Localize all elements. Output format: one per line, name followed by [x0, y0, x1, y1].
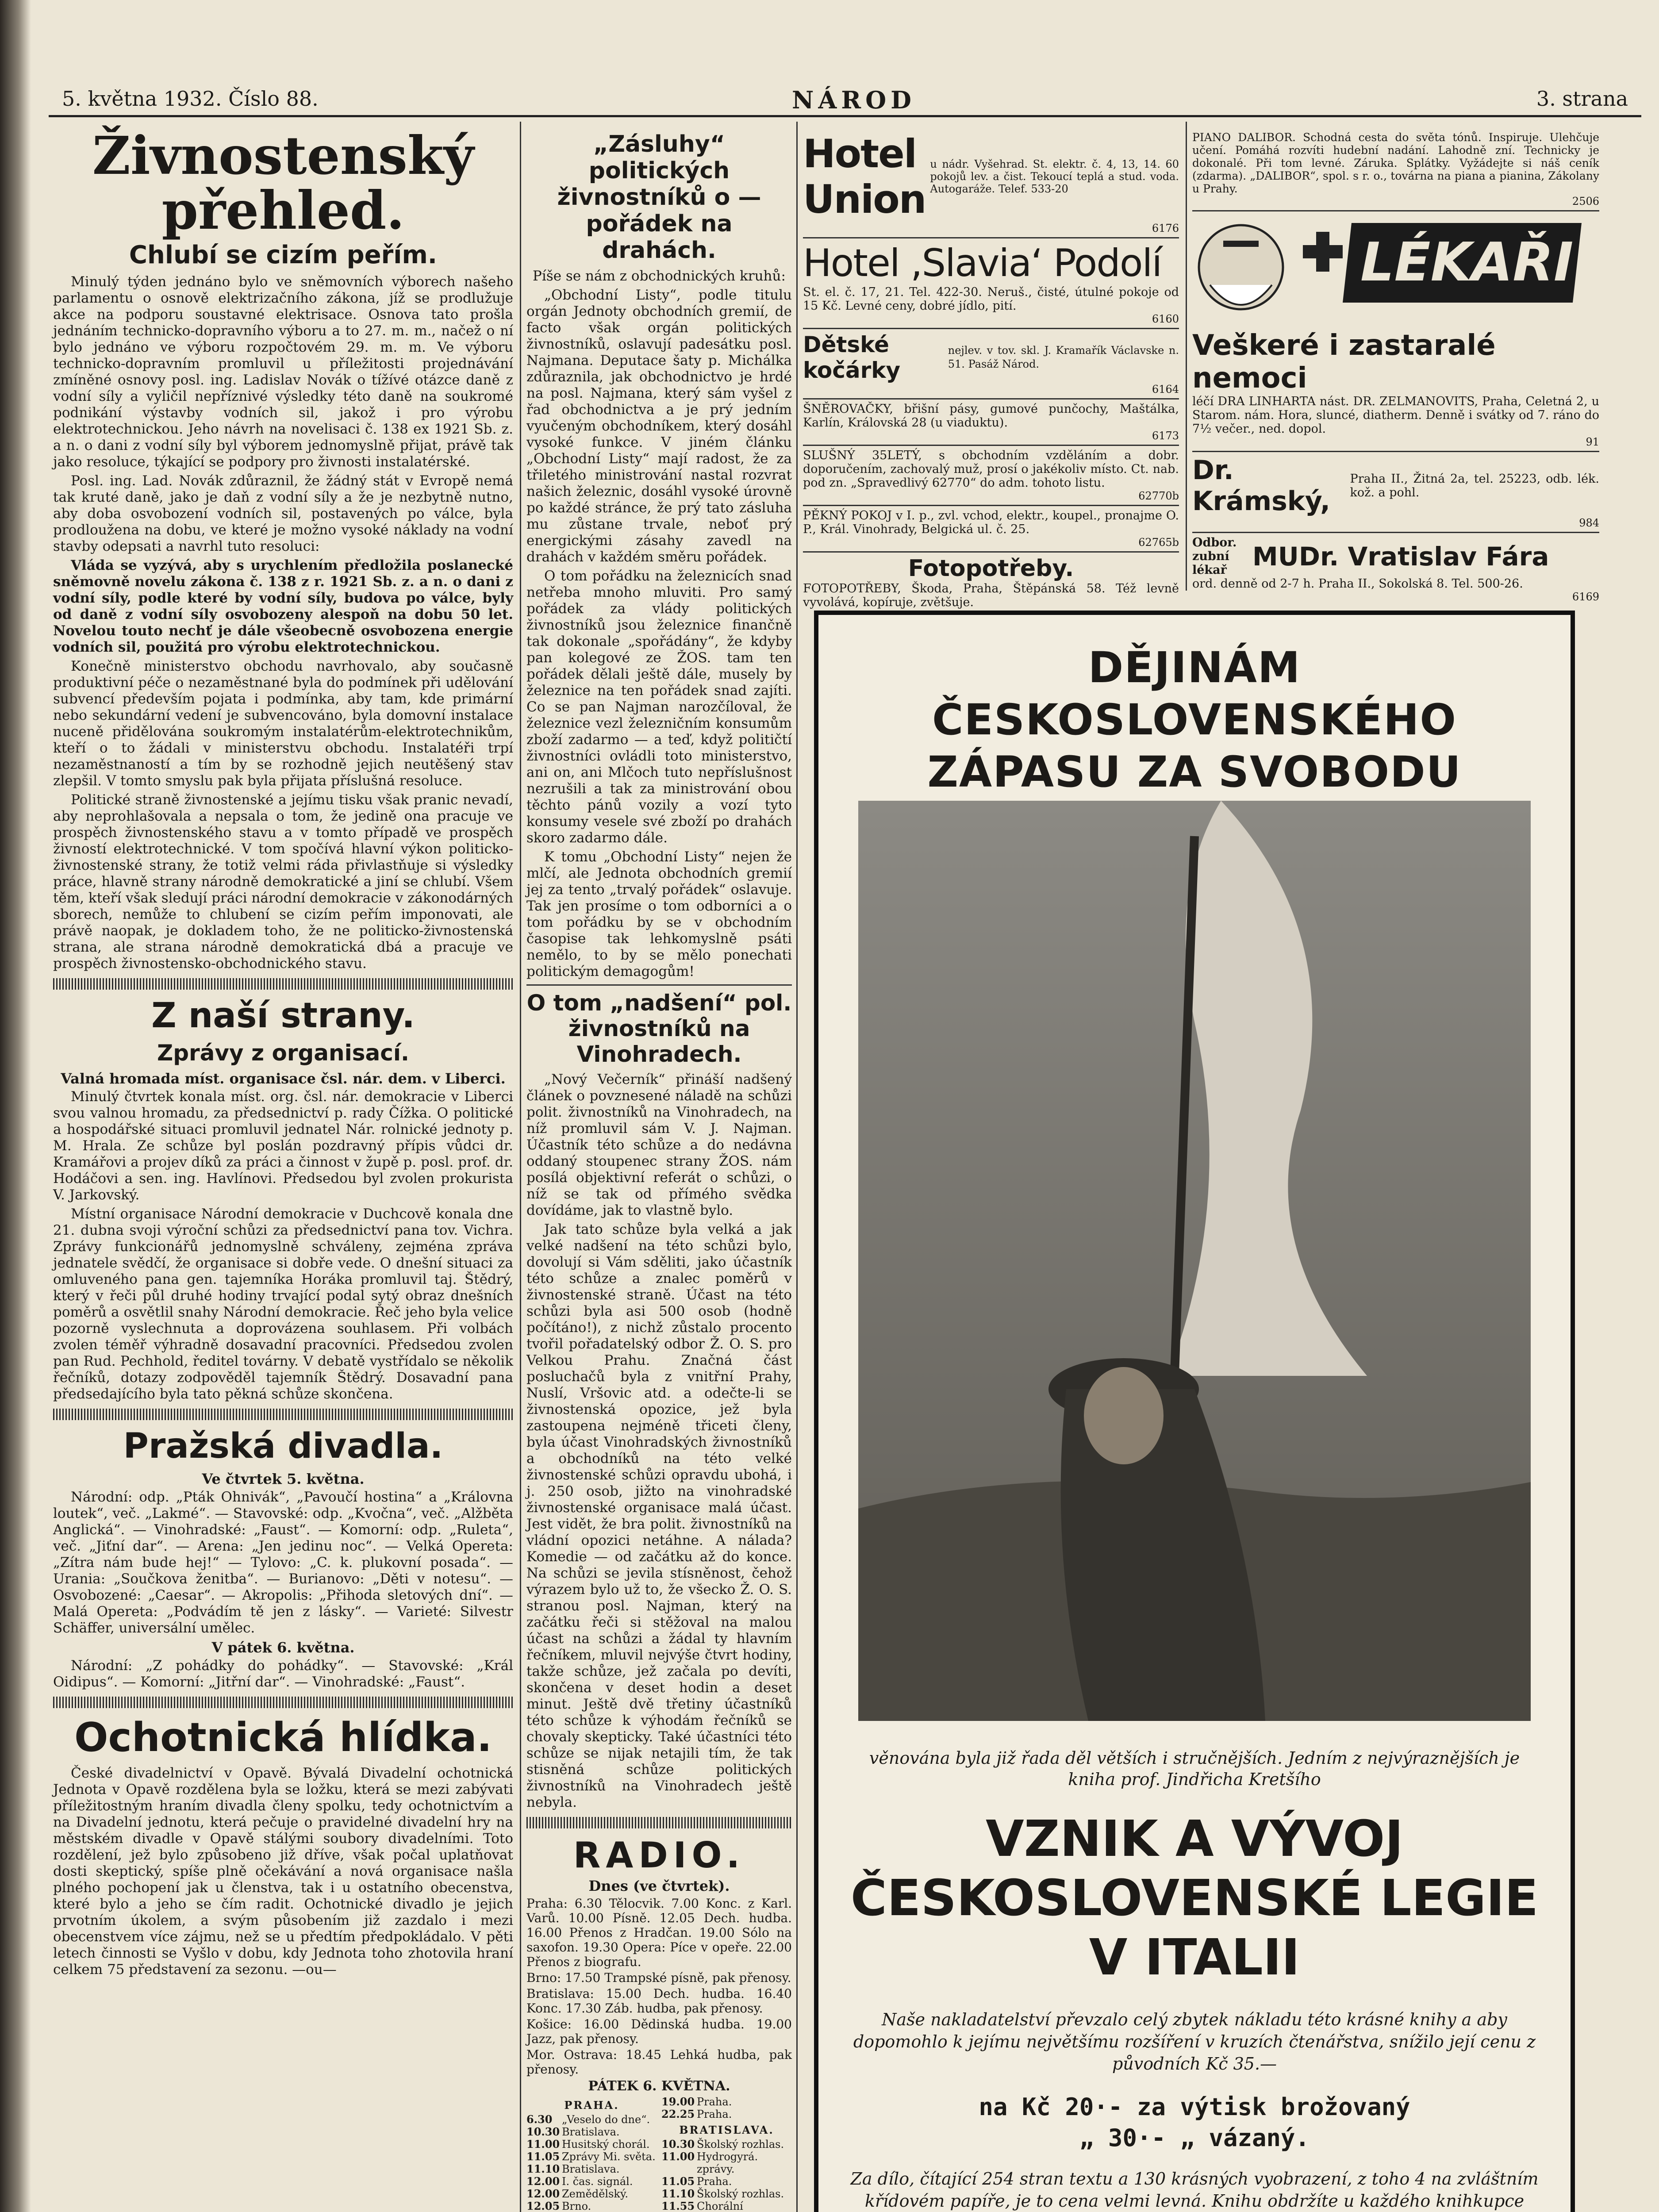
ad-hotel-slavia [803, 238, 1179, 329]
radio-program: Brno. [562, 2200, 591, 2212]
article-paragraph: „Obchodní Listy“, podle titulu orgán Jednoty obchodních gremií, de facto však orgán politických živnostníků, oslavují padesátku posl. Najmana. Deputace šaty p. Michálka zdůraznila, jak obchodnictvo je hrdé na posl. Najmana, který sám vyšel z řad obchodnictva a je prý jedním vyučeným obchodníkem, který dosáhl vysoké funkce. V jiném článku „Obchodní Listy“ mají radost, že za třiletého ministrování nastal rozvrat našich železnic, dosáhl vysoké úrovně po každé stránce, že prý tato zásluha mu zůstane trvale, neboť prý energickými zásahy zavedl na drahách v každém směru pořádek. [526, 287, 792, 565]
radio-program: Praha. [697, 2175, 732, 2188]
ad-title: Dětské kočárky [803, 332, 901, 383]
radio-time: 10.30 [526, 2125, 560, 2138]
radio-time: 12.05 [526, 2200, 560, 2212]
column-rule [1186, 122, 1187, 591]
radio-program: Zprávy Mi. světa. [562, 2151, 656, 2163]
radio-time: 11.00 [661, 2150, 695, 2163]
book-subtitle-line: V ITALII [1089, 1929, 1300, 1986]
legionnaire-illustration [858, 801, 1531, 1721]
radio-schedule-row [661, 2188, 792, 2200]
ad-text: PĚKNÝ POKOJ v I. p., zvl. vchod, elektr., koupel., pronajme O. P., Král. Vinohrady, Belgická ul. č. 25. [803, 509, 1179, 536]
column-left [53, 125, 513, 2212]
radio-schedule-row [661, 2108, 792, 2120]
ad-title: Hotel ,Slavia‘ Podolí [803, 241, 1162, 285]
radio-program: Bratislava. [562, 2163, 620, 2175]
ad-snerovacky [803, 399, 1179, 446]
ad-number: 6176 [1152, 222, 1179, 234]
ad-pokoj [803, 506, 1179, 553]
ad-number: 984 [1579, 517, 1599, 529]
ad-text: ord. denně od 2-7 h. Praha II., Sokolská 8. Tel. 500-26. [1192, 577, 1523, 591]
section-subtitle: Zprávy z organisací. [157, 1040, 410, 1066]
radio-schedule-row [661, 2151, 792, 2175]
radio-subtitle: Dnes (ve čtvrtek). [588, 1878, 730, 1894]
ad-text: PIANO DALIBOR. Schodná cesta do světa tónů. Inspiruje. Ulehčuje učení. Pomáhá rozvíti hudební nadání. Lahodně zní. Technicky je dokonalé. Při tom levné. Záruka. Splátky. Vyžádejte si náš ceník (zdarma). „DALIBOR“, spol. s r. o., továrna na piana a pianina, Zákolany u Prahy. [1192, 131, 1599, 195]
radio-program: Bratislava. [562, 2126, 620, 2138]
book-price-paperback: na Kč 20·- za výtisk brožovaný [979, 2093, 1410, 2121]
ads-column-b [1192, 128, 1599, 603]
section-divider [53, 1409, 513, 1420]
radio-schedule-row [526, 2200, 657, 2212]
book-advertisement [814, 611, 1575, 2212]
article-paragraph: Píše se nám z obchodnických kruhů: [533, 268, 786, 284]
item-title: Valná hromada míst. organisace čsl. nár. dem. v Liberci. [61, 1070, 506, 1087]
radio-time: 22.25 [661, 2108, 695, 2120]
article-paragraph: Konečně ministerstvo obchodu navrhovalo, aby současně produktivní péče o nezaměstnané byla do podmínek při udělování subvencí především pojata i podmínka, aby tam, kde primární nebo sekundární vedení je subvencováno, byla domovní instalace nuceně přidělována soukromým instalatérům-elektrotechnikům, kteří o to žádali v ministerstvu obchodu. Instalatéři trpí nezaměstnaností a tím by se rozhodně jejich neutěšený stav zlepšil. V tomto smyslu pak byla přijata příslušná resoluce. [53, 658, 513, 789]
radio-schedule-row [526, 2188, 657, 2200]
radio-station-heading: BRATISLAVA. [679, 2124, 774, 2136]
ad-text: SLUŠNÝ 35LETÝ, s obchodním vzděláním a dobr. doporučením, zachovalý muž, prosí o jakékoliv místo. Ct. nab. pod zn. „Spravedlivý 62770“ do adm. tohoto listu. [803, 449, 1179, 490]
ad-slusny [803, 446, 1179, 506]
column-rule [796, 122, 798, 2212]
article-paragraph: Vláda se vyzývá, aby s urychlením předložila poslanecké sněmovně novelu zákona č. 138 z r. 1921 Sb. z. a n. o dani z vodní síly, podle které by vodní síly, budova po válce, byly od daně z vodní síly osvobozeny alespoň na dobu 50 let. Novelou touto nechť je dále všeobecně osvobozena energie vodních sil, použitá pro výrobu elektrotechnickou. [53, 557, 513, 655]
ad-hotel-union [803, 128, 1179, 238]
book-subtitle [836, 1809, 1553, 1987]
radio-schedule-row [526, 2151, 657, 2163]
radio-time: 11.10 [661, 2187, 695, 2200]
radio-time: 10.30 [661, 2138, 695, 2151]
ad-title: Dr. Krámský, [1192, 455, 1330, 517]
section-divider [53, 1697, 513, 1708]
divider [526, 984, 792, 986]
radio-program: Školský rozhlas. [697, 2188, 784, 2200]
ads-column-a [803, 128, 1179, 609]
ad-number: 62770b [1138, 490, 1179, 502]
article-title: Chlubí se cizím peřím. [129, 240, 438, 269]
book-caption: věnována byla již řada děl větších i stručnějších. Jedním z nejvýraznějších je kniha prof. Jindřicha Kretšího [869, 1748, 1520, 1789]
ad-text: nejlev. v tov. skl. J. Kramařík Václavske n. 51. Pasáž Národ. [948, 344, 1179, 370]
radio-friday-heading: PÁTEK 6. KVĚTNA. [588, 2078, 730, 2094]
newspaper-title: NÁROD [792, 86, 916, 114]
issue-date: 5. května 1932. Číslo 88. [62, 87, 319, 111]
ad-number: 62765b [1138, 536, 1179, 549]
radio-schedule-row [526, 2138, 657, 2151]
radio-schedule [526, 2096, 792, 2212]
book-headline-line: DĚJINÁM ČESKOSLOVENSKÉHO [932, 643, 1457, 745]
radio-time: 11.05 [526, 2150, 560, 2163]
radio-schedule-row [661, 2175, 792, 2188]
column-rule [520, 122, 521, 2212]
radio-title: RADIO. [573, 1835, 745, 1876]
article-title: „Zásluhy“ politických živnostníků o — pořádek na drahách. [557, 131, 761, 264]
radio-schedule-row [661, 2138, 792, 2151]
radio-schedule-right [661, 2096, 792, 2212]
book-details-text: Za dílo, čítající 254 stran textu a 130 krásných vyobrazení, z toho 4 na zvláštním křídovém papíře, je to cena velmi levná. Knihu obdržíte u každého knihkupce [850, 2169, 1539, 2211]
radio-schedule-row [661, 2096, 792, 2108]
section-title: Z naší strany. [151, 995, 415, 1036]
page-number: 3. strana [1536, 87, 1628, 111]
radio-time: 12.00 [526, 2175, 560, 2188]
article-paragraph: O tom pořádku na železnicích snad netřeba mnoho mluviti. Pro samý pořádek za vlády politických živnostníků jsou železnice finančně tak dokonale „spořádány“, že kdyby pan kolegové ze ŽOS. tam ten pořádek dělali ještě dále, musely by železnice na ten pořádek snad zajíti. Co se pan Najman narozčíloval, že železnice vezl železničním konsumům zboží zadarmo — a teď, když političtí živnostníci ovládli toto ministerstvo, ani on, ani Mlčoch tuto nepříslušnost nezrušili a tak za ministrování obou těchto pánů vozily a vozí tyto konsumy vesele své zboží po drahách skoro zadarmo dále. [526, 568, 792, 846]
radio-program: Školský rozhlas. [697, 2138, 784, 2151]
radio-program-line: Brno: 17.50 Trampské písně, pak přenosy. [526, 1970, 791, 1985]
ad-number: 6169 [1572, 591, 1599, 603]
day-heading: Ve čtvrtek 5. května. [202, 1470, 365, 1487]
soldier-with-flag-image [858, 801, 1531, 1721]
ad-text: u nádr. Vyšehrad. St. elektr. č. 4, 13, 14. 60 pokojů lev. a čist. Tekoucí teplá a stud. voda. Autogaráže. Telef. 533-20 [930, 158, 1179, 195]
radio-schedule-row [526, 2126, 657, 2138]
ad-fara [1192, 533, 1599, 606]
book-headline-line: ZÁPASU ZA SVOBODU [927, 747, 1462, 797]
radio-time: 19.00 [661, 2095, 695, 2108]
ad-title: Hotel Union [803, 131, 926, 222]
radio-program: Zemědělský. [562, 2188, 628, 2200]
radio-program: Hydrogyrá. zprávy. [697, 2151, 758, 2175]
ad-number: 91 [1586, 436, 1599, 448]
ad-title: MUDr. Vratislav Fára [1252, 541, 1549, 572]
ad-text: FOTOPOTŘEBY, Škoda, Praha, Štěpánská 58. Též levně vyvolává, kopíruje, zvětšuje. [803, 582, 1179, 609]
radio-time: 6.30 [526, 2113, 553, 2126]
ad-logo: LÉKAŘI [1360, 232, 1574, 293]
radio-program: Praha. [697, 2108, 732, 2120]
ad-number: 6173 [1152, 430, 1179, 442]
article-paragraph: Místní organisace Národní demokracie v Duchcově konala dne 21. dubna svoji výroční schůzi za předsednictví pana tov. Vichra. Zprávy funkcionářů jednomyslně schváleny, zejména zpráva jednatele svědčí, že organisace si dobře vede. O dnešní situaci za omluveného pana gen. tajemníka Horáka promluvil taj. Štědrý, který v řeči půl druhé hodiny trvající podal sytý obraz dnešních poměrů a osvětlil snahy Národní demokracie. Řeč jeho byla velice pozorně vyslechnuta a doprovázena souhlasem. Při volbách zvolen téměř výhradně dosavadní pracovníci. Předsedou zvolen pan Rud. Pechhold, ředitel továrny. V debatě vystřídalo se několik řečníků, dotazy zodpověděl tajemník Štědrý. Dosavadní pana předsedajícího byla tato pěkná schůze skončena. [53, 1206, 513, 1402]
radio-program: I. čas. signál. [562, 2175, 633, 2188]
ad-number: 6164 [1152, 383, 1179, 396]
theatre-listing: Národní: „Z pohádky do pohádky“. — Stavovské: „Král Oidipus“. — Komorní: „Jitřní dar“. — Vinohradské: „Faust“. [53, 1657, 513, 1690]
masthead [49, 84, 1641, 117]
article-paragraph: Minulý týden jednáno bylo ve sněmovních výborech našeho parlamentu o osnově elektrizačního zákona, jíž se prodlužuje akce na podporu soustavné elektrisace. Osnova tato prošla jednáním technicko-dopravního výboru a to 27. m. m., načež o ní bylo jednáno ve výboru rozpočtovém 29. m. m. Ve výboru technicko-dopravním promluvil u příležitosti projednávání zmíněné osnovy posl. ing. Ladislav Novák o tížívé otázce daně z vodní síly a vyličil nepříznivé výsledky této daně na soukromé podnikání výstavby vodních sil, jakož i pro výrobu elektrotechnickou. Jeho návrh na novelisaci č. 138 ex 1921 Sb. z. a n. o dani z vodní síly byl výborem jednomyslně přijat, právě tak jako resoluce, týkající se podpory pro živnosti instalatérské. [53, 273, 513, 470]
article-paragraph: Politické straně živnostenské a jejímu tisku však pranic nevadí, aby neprohlašovala a nepsala o tom, že jedině ona pracuje ve prospěch živnostenského stavu a v tomto případě ve prospěch živností elektrotechnické. V tom spočívá hlavní výkon politicko-živnostenské strany, že totiž velmi ráda přivlastňuje si výsledky práce, hlavně strany národně demokratické a jiní se chlubí. Všem těm, kteří však sledují práci národní demokracie v zákonodárných sborech, nemůže to chlubení se cizím peřím imponovati, ale právě naopak, je dokladem toho, že ne politicko-živnostenská strana, ale strana národně demokratická dbá a pracuje ve prospěch živnostensko-obchodnického stavu. [53, 791, 513, 972]
ad-number: 6160 [1152, 313, 1179, 325]
radio-schedule-row [526, 2163, 657, 2175]
radio-program: Chorální [697, 2200, 743, 2212]
article-paragraph: Posl. ing. Lad. Novák zdůraznil, že žádný stát v Evropě nemá tak kruté daně, jako je daň z vodní síly a že je nezbytně nutno, aby doba osvobození vodních sil, postavených po válce, byla prodloužena na dobu, ve které je možno vysoké náklady na vodní stavby odepsati a navrhl tuto resoluci: [53, 472, 513, 554]
section-divider [53, 978, 513, 990]
book-headline [818, 641, 1571, 798]
article-paragraph: České divadelnictví v Opavě. Bývalá Divadelní ochotnická Jednota v Opavě rozdělena byla se ložku, která se mezi zabývati příležitostným hraním divadla členy spolku, tedy ochotnictvím a na Divadelní jednotu, která pečuje o pravidelné divadelní hry na městském divadle v Opavě stálými soubory divadelními. Toto rozdělení, jež bylo způsobeno již dříve, však počal uplatňovat dosti skeptický, spíše plně očekávání a nová organisace našla plného pochopení jak u členstva, tak i u ostatního obecenstva, které bylo a jeho se čím radit. Ochotnické divadlo je jejich prvotním úkolem, a svým působením již zazdalo i mezi obecenstvem více zájmu, než se u předtím předpokládalo. V pěti letech činnosti se Vyšlo v dobu, kdy Jednota toho zhotovila hraní celkem 75 představení za sezonu. —ou— [53, 1765, 513, 1978]
page-binding-shadow [0, 0, 31, 2212]
article-paragraph: K tomu „Obchodní Listy“ nejen že mlčí, ale Jednota obchodních gremií jej za tento „trvalý pořádek“ oslavuje. Tak jen prosíme o tom odborníci a o tom pořádku by se v obchodním časopise tak lehkomyslně psáti nemělo, to by se mělo ponechati politickým demagogům! [526, 849, 792, 979]
radio-schedule-row [661, 2200, 792, 2212]
radio-program: „Veselo do dne“. [562, 2113, 650, 2126]
radio-program: Praha. [697, 2096, 732, 2108]
ad-kocarky [803, 329, 1179, 399]
theatre-listing: Národní: odp. „Pták Ohnivák“, „Pavoučí hostina“ a „Královna loutek“, več. „Lakmé“. — Stavovské: odp. „Kvočna“, več. „Alžběta Anglická“. — Vinohradské: „Faust“. — Komorní: odp. „Ruleta“, več. „Jiťní dar“. — Arena: „Jen jedinu noc“. — Velká Opereta: „Zítra nám bude hej!“ — Tylovo: „C. k. plukovní posada“. — Urania: „Součkova ženitba“. — Burianovo: „Děti v notesu“. — Osvobozené: „Caesar“. — Akropolis: „Přihoda sletových dní“. — Malá Opereta: „Podvádím tě jen z lásky“. — Varieté: Silvestr Schäffer, universální umělec. [53, 1489, 513, 1636]
radio-time: 12.00 [526, 2187, 560, 2200]
ad-text: St. el. č. 17, 21. Tel. 422-30. Neruš., čisté, útulné pokoje od 15 Kč. Levné ceny, dobré jídlo, pití. [803, 285, 1179, 313]
ad-title: Fotopotřeby. [908, 555, 1074, 582]
radio-schedule-left [526, 2096, 657, 2212]
radio-time: 11.00 [526, 2138, 560, 2151]
day-heading: V pátek 6. května. [211, 1639, 355, 1656]
book-subtitle-line: ČESKOSLOVENSKÉ LEGIE [850, 1870, 1539, 1927]
article-paragraph: „Nový Večerník“ přináší nadšený článek o povznesené náladě na schůzi polit. živnostníků na Vinohradech, na níž promluvil sám V. J. Najman. Účastník této schůze a do nedávna oddaný stoupenec strany ŽOS. nám posílá objektivní referát o schůzi, o níž se tak od přímého svědka dovídáme, jak to vlastně bylo. [526, 1071, 792, 1218]
ad-text: Praha II., Žitná 2a, tel. 25223, odb. lék. kož. a pohl. [1350, 472, 1599, 499]
ad-text: ŠNĚROVAČKY, břišní pásy, gumové punčochy, Maštálka, Karlín, Královská 28 (u viaduktu). [803, 402, 1179, 430]
section-title: Ochotnická hlídka. [74, 1714, 492, 1761]
section-divider [526, 1817, 792, 1828]
radio-time: 11.10 [526, 2162, 560, 2175]
radio-program-line: Košice: 16.00 Dědinská hudba. 19.00 Jazz, pak přenosy. [526, 2017, 792, 2046]
article-paragraph: Minulý čtvrtek konala míst. org. čsl. nár. demokracie v Liberci svou valnou hromadu, za předsednictví p. rady Čížka. O politické a hospodářské situaci promluvil jednatel Nár. rolnické jednoty p. M. Hrala. Ze schůze byl poslán pozdravný přípis vůdci dr. Kramářovi a projev díků za práci a činnost v župě p. posl. prof. dr. Hodáčovi a sen. ing. Havlínovi. Předsedou byl zvolen prokurista V. Jarkovský. [53, 1088, 513, 1203]
ad-title: Veškeré i zastaralé nemoci [1192, 329, 1496, 395]
ad-kramsky [1192, 452, 1599, 533]
column-middle [526, 128, 792, 2212]
radio-time: 11.05 [661, 2175, 695, 2188]
ad-text: léčí DRA LINHARTA nást. DR. ZELMANOVITS, Praha, Celetná 2, u Starom. nám. Hora, sluncé, diatherm. Denně i svátky od 7. ráno do 7½ večer., ned. dopol. [1192, 395, 1599, 436]
radio-program-line: Praha: 6.30 Tělocvik. 7.00 Konc. z Karl. Varů. 10.00 Písně. 12.05 Dech. hudba. 16.00 Přenos z Hradčan. 19.00 Sólo na saxofon. 19.30 Opera: Píce v opeře. 22.00 Přenos z biografu. [526, 1896, 792, 1969]
ad-piano [1192, 128, 1599, 211]
radio-schedule-row [526, 2113, 657, 2126]
ad-number: 2506 [1572, 195, 1599, 207]
radio-time: 11.55 [661, 2200, 695, 2212]
ad-label: Odbor. zubní lékař [1192, 536, 1237, 577]
ad-lekari [1192, 211, 1599, 452]
radio-program-line: Bratislava: 15.00 Dech. hudba. 16.40 Konc. 17.30 Záb. hudba, pak přenosy. [526, 1986, 792, 2016]
book-offer-text: Naše nakladatelství převzalo celý zbytek nákladu této krásné knihy a aby dopomohlo k jejímu největšímu rozšíření v kruzích čtenářstva, snížilo její cenu z původních Kč 35.— [853, 2010, 1536, 2074]
radio-program-line: Mor. Ostrava: 18.45 Lehká hudba, pak přenosy. [526, 2047, 792, 2077]
radio-program: Husitský chorál. [562, 2138, 650, 2151]
book-price-hardcover: „ 30·- „ vázaný. [1079, 2124, 1310, 2152]
section-headline: Živnostenský přehled. [92, 125, 474, 241]
section-title: Pražská divadla. [123, 1426, 443, 1466]
radio-station-heading: PRAHA. [564, 2099, 619, 2112]
book-subtitle-line: VZNIK A VÝVOJ [985, 1810, 1404, 1868]
article-paragraph: Jak tato schůze byla velká a jak velké nadšení na této schůzi bylo, dovolují si Vám sděliti, jako účastník této schůze a znalec poměrů v živnostenské straně. Účast na této schůzi byla asi 500 osob (hodně počítáno!), z nichž zůstalo procento tvořil pořadatelský odbor Ž. O. S. pro Velkou Prahu. Značná část posluchačů byla z vnitřní Prahy, Nuslí, Vršovic atd. a odečte-li se živnostenská opozice, jež byla zastoupena nejméně třiceti členy, byla účast Vinohradských živnostníků a obchodníků na této velké živnostenské schůzi opravdu ubohá, i j. 250 osob, jižto na vinohradské živnostenské organisace malá účast. Jest vidět, že bra polit. živnostníků na vládní opozici netáhne. A nálada? Komedie — od začátku až do konce. Na schůzi se jevila stísněnost, čehož výrazem bylo už to, že všecko Ž. O. S. stranou posl. Najman, který na začátku řeči si stěžoval na malou účast na schůzi a žádal ty hlavním řečníkem, mluvil nejvýše čtvrt hodiny, takže schůze, jež začala po devíti, skončena v deset hodin a deset minut. Ještě dvě třetiny účastníků této schůze k výhodám řečníků se chovaly skepticky. Také účastníci této schůze se nijak netajili tím, že tak stisněná schůze politických živnostníků na Vinohradech ještě nebyla. [526, 1221, 792, 1810]
article-title: O tom „nadšení“ pol. živnostníků na Vinohradech. [526, 990, 792, 1067]
radio-schedule-row [526, 2175, 657, 2188]
